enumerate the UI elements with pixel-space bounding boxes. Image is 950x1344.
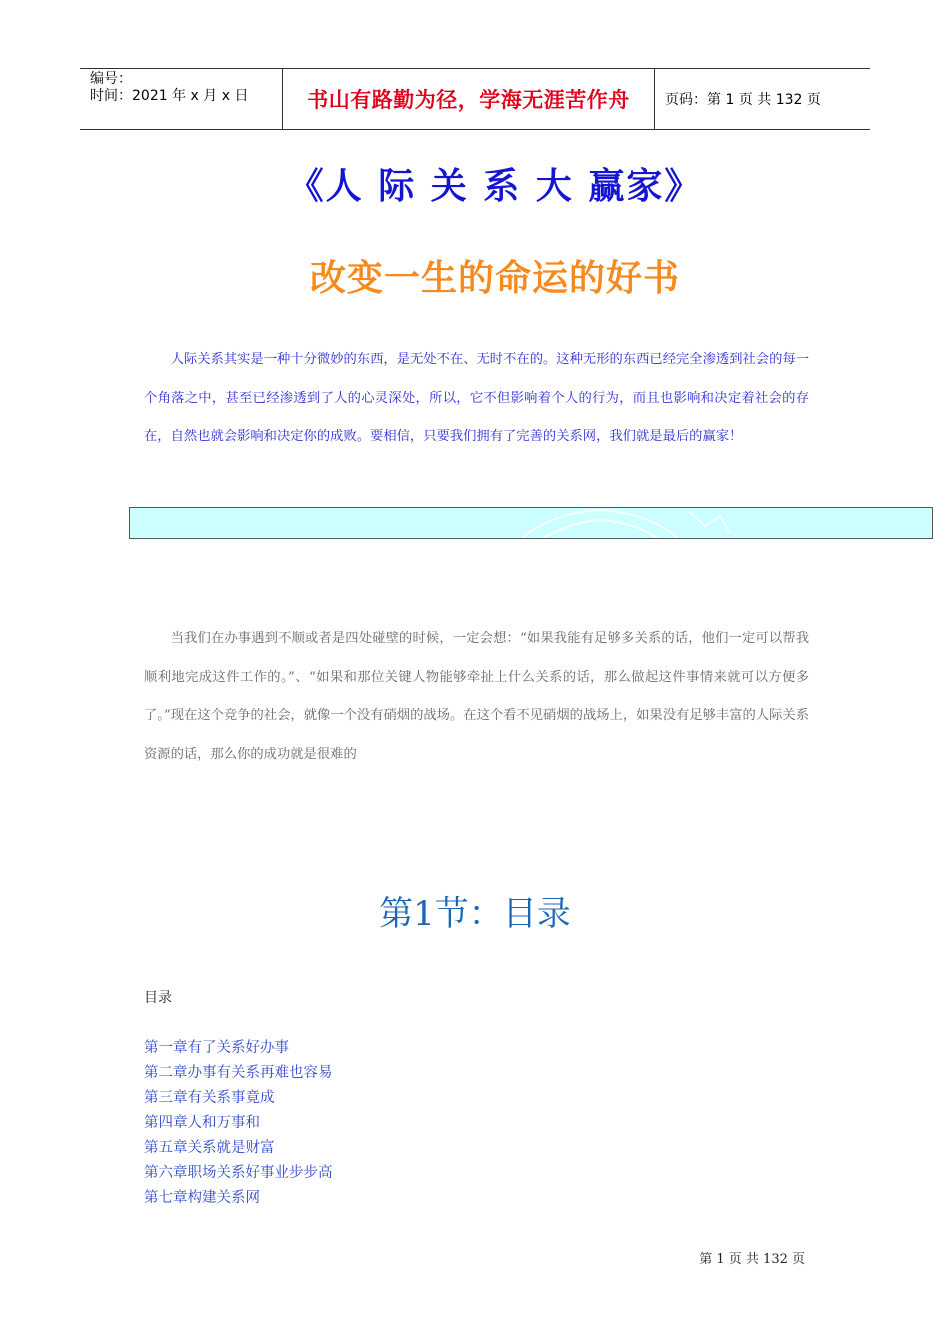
decorative-banner [129,507,933,539]
book-title: 《人 际 关 系 大 赢家》 [287,166,703,207]
book-subtitle: 改变一生的命运的好书 [309,258,680,299]
toc-item[interactable]: 第七章构建关系网 [144,1190,260,1206]
toc-heading: 目录 [144,990,172,1006]
toc-item[interactable]: 第四章人和万事和 [144,1115,260,1131]
toc-item[interactable]: 第六章职场关系好事业步步高 [144,1165,333,1181]
toc-item[interactable]: 第一章有了关系好办事 [144,1040,289,1056]
date-text: 时间：2021 年 x 月 x 日 [90,88,249,104]
watermark-graphic [130,508,933,539]
toc-list [144,1036,333,1211]
toc-item[interactable]: 第二章办事有关系再难也容易 [144,1065,333,1081]
header-page-info: 页码：第 1 页 共 132 页 [665,92,821,108]
toc-item[interactable]: 第三章有关系事竟成 [144,1090,275,1106]
section-title: 第1节：目录 [379,894,571,934]
second-paragraph: 当我们在办事遇到不顺或者是四处碰壁的时候，一定会想：“如果我能有足够多关系的话，他们一定可以帮我顺利地完成这件工作的。”、“如果和那位关键人物能够牵扯上什么关系的话，那么做起这件事情来就可以方便多了。”现在这个竞争的社会，就像一个没有硝烟的战场。在这个看不见硝烟的战场上，如果没有足够丰富的人际关系资源的话，那么你的成功就是很难的 [144,631,809,762]
intro-paragraph: 人际关系其实是一种十分微妙的东西，是无处不在、无时不在的。这种无形的东西已经完全渗透到社会的每一个角落之中，甚至已经渗透到了人的心灵深处，所以，它不但影响着个人的行为，而且也影响和决定着社会的存在，自然也就会影响和决定你的成败。要相信，只要我们拥有了完善的关系网，我们就是最后的赢家！ [144,352,809,445]
toc-item[interactable]: 第五章关系就是财富 [144,1140,275,1156]
number-label: 编号： [90,71,132,87]
page-footer: 第 1 页 共 132 页 [699,1252,805,1267]
page-header [80,68,870,130]
header-meta [80,69,282,129]
header-motto: 书山有路勤为径，学海无涯苦作舟 [282,69,655,129]
